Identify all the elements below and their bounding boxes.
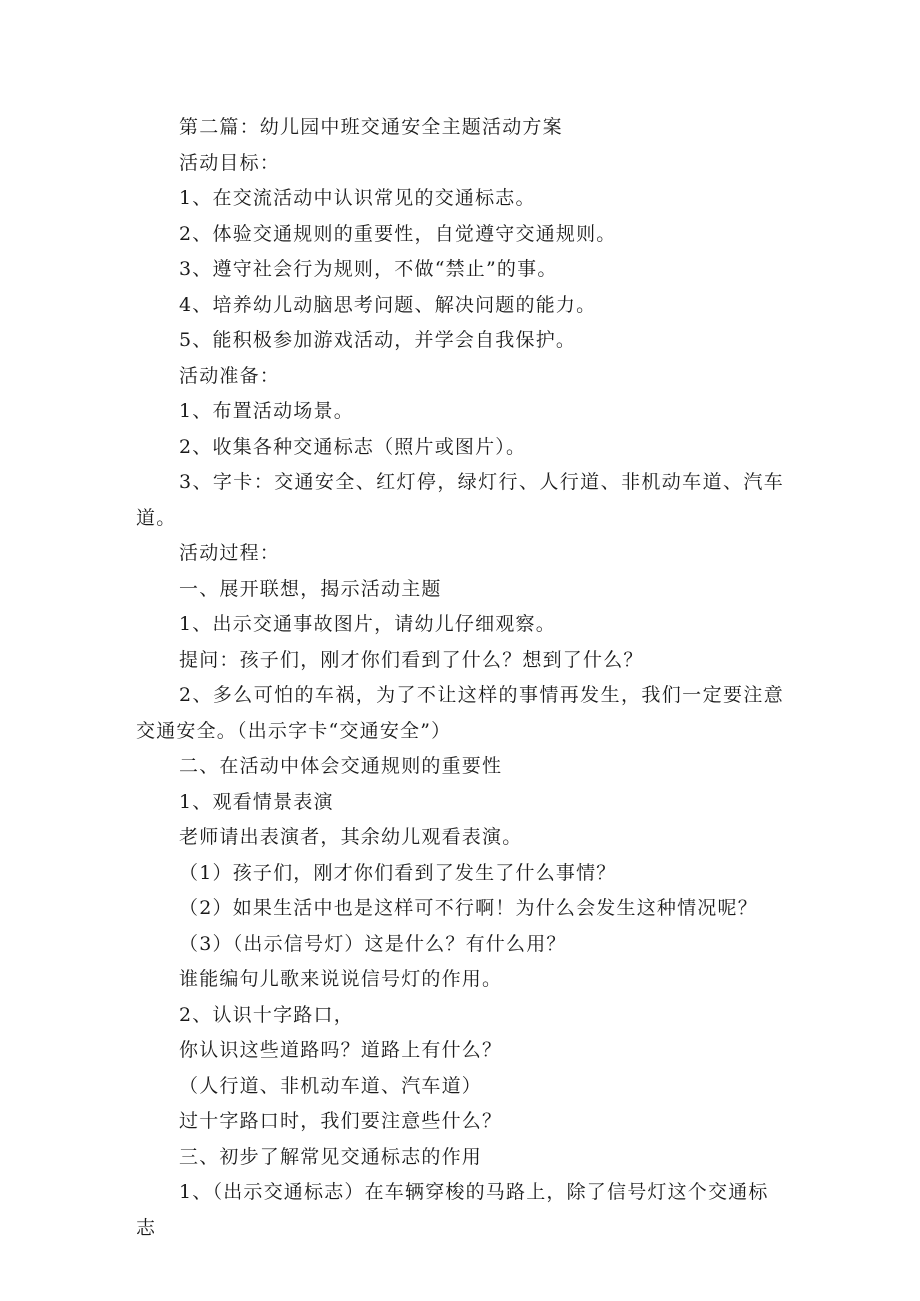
preparation-item: 1、布置活动场景。 [179,400,354,422]
process-text: 老师请出表演者，其余幼儿观看表演。 [179,826,523,848]
process-section-heading: 一、展开联想，揭示活动主题 [179,577,442,600]
process-question: 过十字路口时，我们要注意些什么？ [179,1110,503,1132]
process-step: 2、多么可怕的车祸，为了不让这样的事情再发生，我们一定要注意交通安全。（出示字卡“交通安全”） [136,684,784,742]
process-text: （人行道、非机动车道、汽车道） [179,1074,483,1097]
preparation-item: 2、收集各种交通标志（照片或图片）。 [179,435,527,458]
process-step: 2、认识十字路口， [179,1003,354,1026]
heading-activity-process: 活动过程： [179,542,281,564]
document-body [136,110,784,1246]
process-text: 谁能编句儿歌来说说信号灯的作用。 [179,968,503,990]
process-step: 1、（出示交通标志）在车辆穿梭的马路上，除了信号灯这个交通标志 [136,1181,769,1239]
goal-item: 3、遵守社会行为规则，不做“禁止”的事。 [179,258,558,280]
goal-item: 2、体验交通规则的重要性，自觉遵守交通规则。 [179,222,617,245]
preparation-item: 3、字卡：交通安全、红灯停，绿灯行、人行道、非机动车道、汽车道。 [136,471,784,529]
process-section-heading: 三、初步了解常见交通标志的作用 [179,1145,483,1168]
process-question: （3）（出示信号灯）这是什么？有什么用？ [179,932,567,955]
goal-item: 1、在交流活动中认识常见的交通标志。 [179,187,536,209]
heading-activity-goals: 活动目标： [179,151,281,174]
process-question: （2）如果生活中也是这样可不行啊！为什么会发生这种情况呢？ [179,897,758,919]
process-question: 你认识这些道路吗？道路上有什么？ [179,1039,503,1061]
process-step: 1、观看情景表演 [179,790,334,813]
process-step: 1、出示交通事故图片，请幼儿仔细观察。 [179,613,556,635]
goal-item: 4、培养幼儿动脑思考问题、解决问题的能力。 [179,293,597,316]
goal-item: 5、能积极参加游戏活动，并学会自我保护。 [179,329,577,351]
process-question: 提问：孩子们，刚才你们看到了什么？想到了什么？ [179,648,644,671]
heading-activity-preparation: 活动准备： [179,364,281,387]
section-title: 第二篇：幼儿园中班交通安全主题活动方案 [179,116,563,138]
process-question: （1）孩子们，刚才你们看到了发生了什么事情？ [179,861,617,884]
process-section-heading: 二、在活动中体会交通规则的重要性 [179,755,503,777]
